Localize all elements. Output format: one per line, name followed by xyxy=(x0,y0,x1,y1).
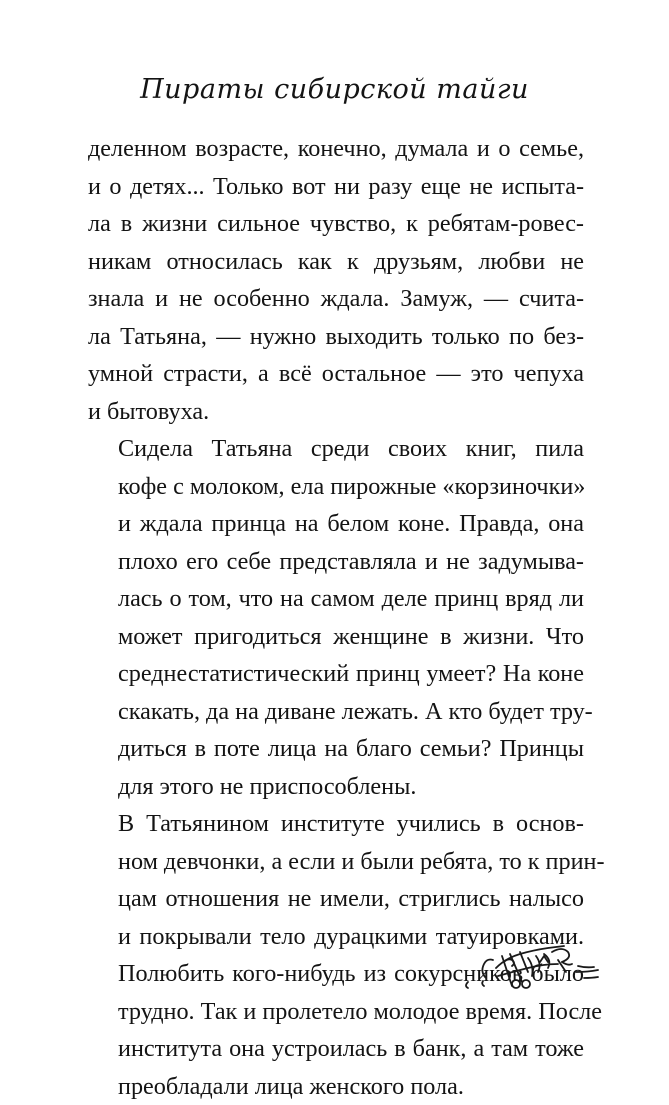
text-line: знала и не особенно ждала. Замуж, — счита- xyxy=(88,280,584,318)
text-line: ла Татьяна, — нужно выходить только по без- xyxy=(88,318,584,356)
text-line: для этого не приспособлены. xyxy=(88,768,584,806)
paragraph-2 xyxy=(88,430,584,805)
text-line: может пригодиться женщине в жизни. Что xyxy=(88,618,584,656)
text-line: кофе с молоком, ела пирожные «корзиночки» xyxy=(88,468,584,506)
airplane-sketch-icon xyxy=(458,932,608,1002)
text-line: Полюбить кого-нибудь из сокурсников было xyxy=(88,955,584,993)
text-line: и о детях... Только вот ни разу еще не испыта- xyxy=(88,168,584,206)
text-line: скакать, да на диване лежать. А кто будет тру- xyxy=(88,693,584,731)
text-line: и бытовуха. xyxy=(88,393,584,431)
paragraph-1 xyxy=(88,130,584,430)
text-line: плохо его себе представляла и не задумыва- xyxy=(88,543,584,581)
text-line: никам относилась как к друзьям, любви не xyxy=(88,243,584,281)
text-line: ла в жизни сильное чувство, к ребятам-ровес- xyxy=(88,205,584,243)
text-line: института она устроилась в банк, а там тоже xyxy=(88,1030,584,1068)
text-line: и ждала принца на белом коне. Правда, она xyxy=(88,505,584,543)
text-line: Сидела Татьяна среди своих книг, пила xyxy=(88,430,584,468)
text-line: трудно. Так и пролетело молодое время. После xyxy=(88,993,584,1031)
text-line: лась о том, что на самом деле принц вряд ли xyxy=(88,580,584,618)
text-line: и покрывали тело дурацкими татуировками. xyxy=(88,918,584,956)
running-header: Пираты сибирской тайги xyxy=(0,74,669,105)
text-line: деленном возрасте, конечно, думала и о семье, xyxy=(88,130,584,168)
text-line: В Татьянином институте учились в основ- xyxy=(88,805,584,843)
text-line: диться в поте лица на благо семьи? Принцы xyxy=(88,730,584,768)
text-line: цам отношения не имели, стриглись налысо xyxy=(88,880,584,918)
text-line: среднестатистический принц умеет? На коне xyxy=(88,655,584,693)
text-line: преобладали лица женского пола. xyxy=(88,1068,584,1105)
text-line: ном девчонки, а если и были ребята, то к прин- xyxy=(88,843,584,881)
text-line: умной страсти, а всё остальное — это чепуха xyxy=(88,355,584,393)
